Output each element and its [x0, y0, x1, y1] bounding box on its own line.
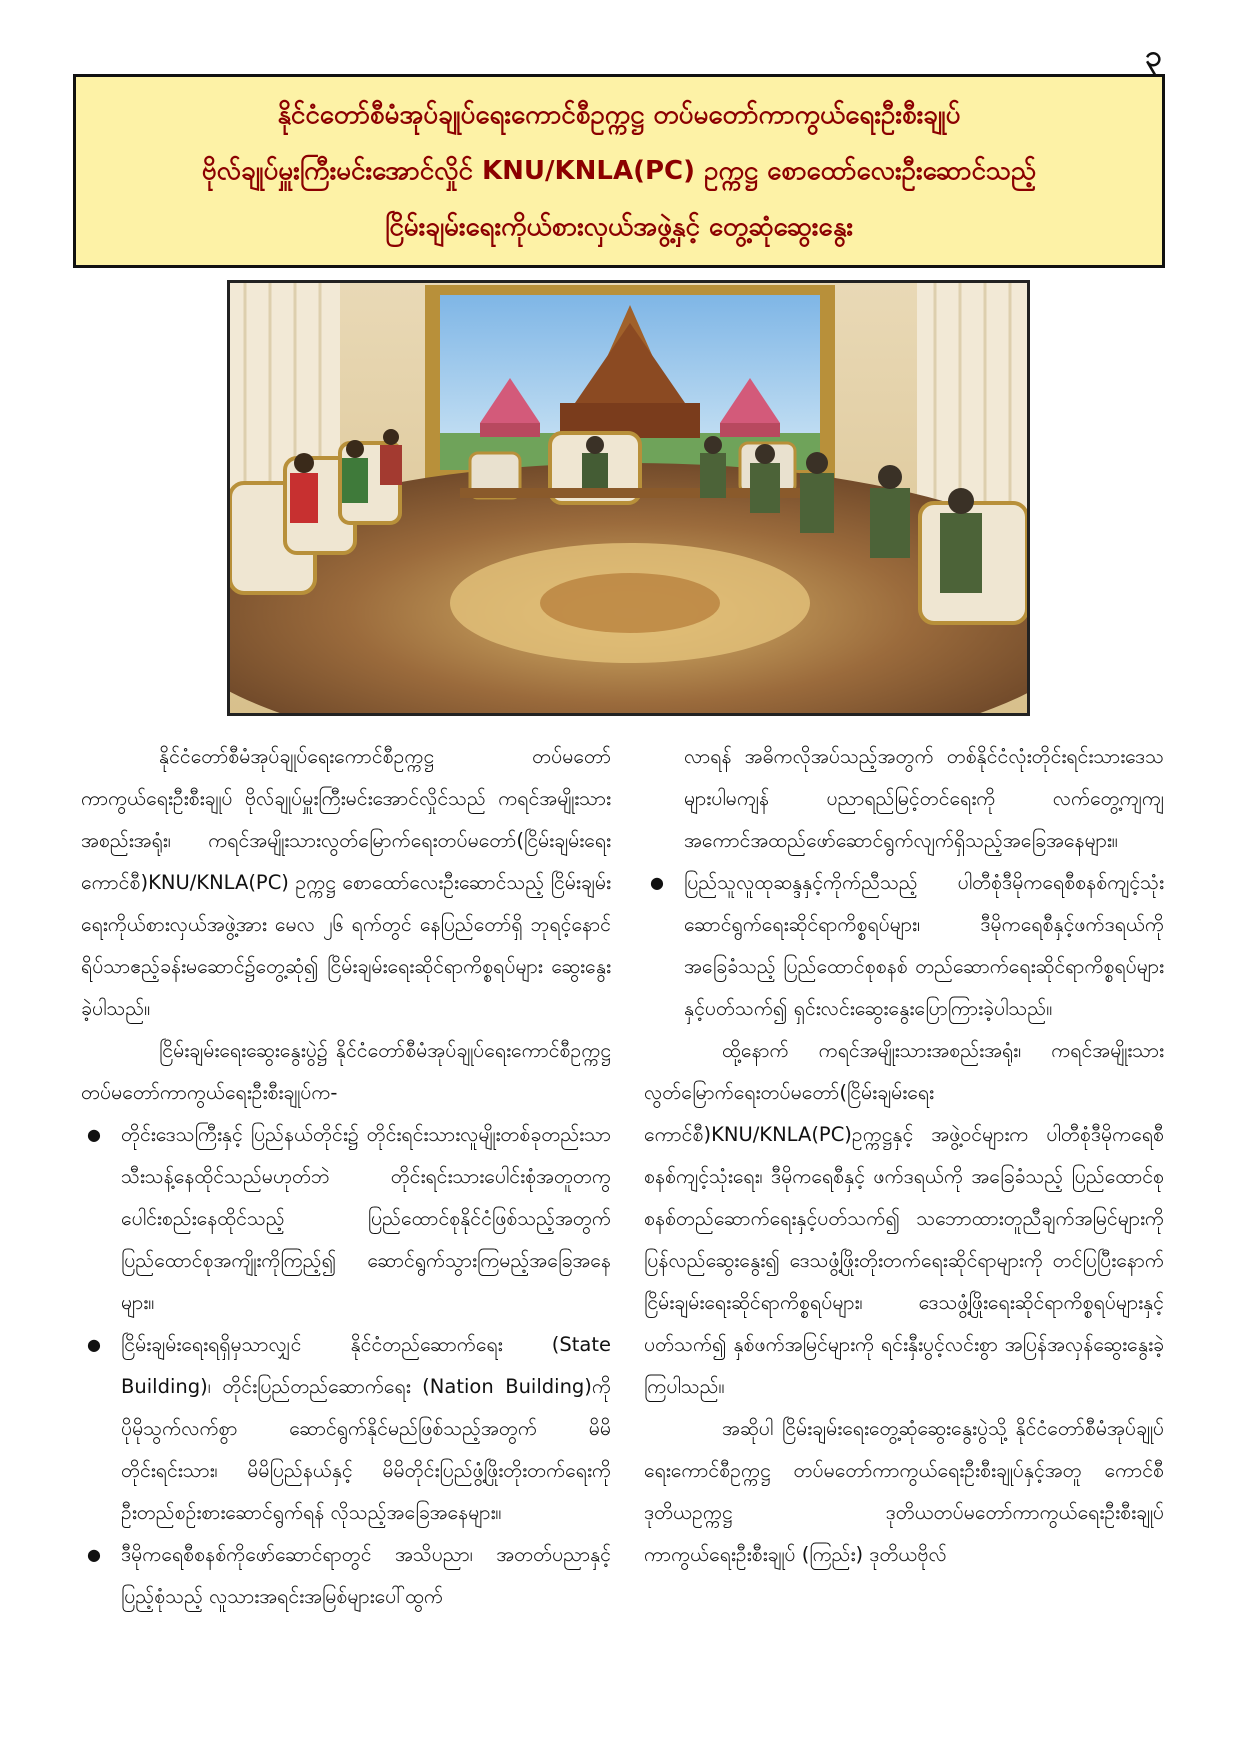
meeting-photo — [227, 280, 1030, 716]
bullet-item: ● ပြည်သူလူထုဆန္ဒနှင့်ကိုက်ညီသည့် ပါတီစုံဒီမိုကရေစီစနစ်ကျင့်သုံးဆောင်ရွက်ရေးဆိုင်ရာကိစ္စရပ်များ၊ ဒီမိုကရေစီနှင့်ဖက်ဒရယ်ကို အခြေခံသည့် ပြည်ထောင်စုစနစ် တည်ဆောက်ရေးဆိုင်ရာကိစ္စရပ်များနှင့်ပတ်သက်၍ ရှင်းလင်းဆွေးနွေးပြောကြားခဲ့ပါသည်။ — [644, 862, 1164, 1030]
title-line-1: နိုင်ငံတော်စီမံအုပ်ချုပ်ရေးကောင်စီဥက္ကဋ္ဌ တပ်မတော်ကာကွယ်ရေးဦးစီးချုပ် — [277, 100, 961, 130]
right-column — [644, 736, 1164, 1576]
bullet-continuation: လာရန် အဓိကလိုအပ်သည့်အတွက် တစ်နိုင်ငံလုံးတိုင်းရင်းသားဒေသများပါမကျန် ပညာရည်မြင့်တင်ရေးကို လက်တွေ့ကျကျ အကောင်အထည်ဖော်ဆောင်ရွက်လျက်ရှိသည့်အခြေအနေများ။ — [684, 745, 1164, 852]
title-line-3: ငြိမ်းချမ်းရေးကိုယ်စားလှယ်အဖွဲ့နှင့် တွေ့ဆုံဆွေးနွေး — [385, 212, 853, 242]
paragraph-3: ထို့နောက် ကရင်အမျိုးသားအစည်းအရုံး၊ ကရင်အမျိုးသားလွတ်မြောက်ရေးတပ်မတော်(ငြိမ်းချမ်းရေးကောင်စီ)KNU/KNLA(PC)ဥက္ကဋ္ဌနှင့် အဖွဲ့ဝင်များက ပါတီစုံဒီမိုကရေစီစနစ်ကျင့်သုံးရေး၊ ဒီမိုကရေစီနှင့် ဖက်ဒရယ်ကို အခြေခံသည့် ပြည်ထောင်စုစနစ်တည်ဆောက်ရေးနှင့်ပတ်သက်၍ သဘောထားတူညီချက်အမြင်များကို ပြန်လည်ဆွေးနွေး၍ ဒေသဖွံ့ဖြိုးတိုးတက်ရေးဆိုင်ရာများကို တင်ပြပြီးနောက် ငြိမ်းချမ်းရေးဆိုင်ရာကိစ္စရပ်များ၊ ဒေသဖွံ့ဖြိုးရေးဆိုင်ရာကိစ္စရပ်များနှင့်ပတ်သက်၍ နှစ်ဖက်အမြင်များကို ရင်းနှီးပွင့်လင်းစွာ အပြန်အလှန်ဆွေးနွေးခဲ့ကြပါသည်။ — [644, 1039, 1164, 1398]
title-line-2: ဗိုလ်ချုပ်မှူးကြီးမင်းအောင်လှိုင် KNU/KNLA(PC) ဥက္ကဋ္ဌ စောထော်လေးဦးဆောင်သည့် — [201, 156, 1037, 186]
bullet-list-right — [644, 862, 1164, 1030]
left-column — [81, 736, 611, 1618]
bullet-list-left — [81, 1114, 611, 1618]
paragraph-4: အဆိုပါ ငြိမ်းချမ်းရေးတွေ့ဆုံဆွေးနွေးပွဲသို့ နိုင်ငံတော်စီမံအုပ်ချုပ်ရေးကောင်စီဥက္ကဋ္ဌ တပ်မတော်ကာကွယ်ရေးဦးစီးချုပ်နှင့်အတူ ကောင်စီဒုတိယဥက္ကဋ္ဌ ဒုတိယတပ်မတော်ကာကွယ်ရေးဦးစီးချုပ် ကာကွယ်ရေးဦးစီးချုပ် (ကြည်း) ဒုတိယဗိုလ် — [644, 1417, 1164, 1566]
title-box — [73, 74, 1165, 268]
bullet-item: ● ငြိမ်းချမ်းရေးရရှိမှသာလျှင် နိုင်ငံတည်ဆောက်ရေး (State Building)၊ တိုင်းပြည်တည်ဆောက်ရေး (Nation Building)ကို ပိုမိုသွက်လက်စွာ ဆောင်ရွက်နိုင်မည်ဖြစ်သည့်အတွက် မိမိတိုင်းရင်းသား၊ မိမိပြည်နယ်နှင့် မိမိတိုင်းပြည်ဖွံ့ဖြိုးတိုးတက်ရေးကို ဦးတည်စဉ်းစားဆောင်ရွက်ရန် လိုသည့်အခြေအနေများ။ — [81, 1324, 611, 1534]
page-number: ၃ — [1145, 39, 1162, 74]
bullet-item: ● တိုင်းဒေသကြီးနှင့် ပြည်နယ်တိုင်း၌ တိုင်းရင်းသားလူမျိုးတစ်ခုတည်းသာ သီးသန့်နေထိုင်သည်မဟုတ်ဘဲ တိုင်းရင်းသားပေါင်းစုံအတူတကွ ပေါင်းစည်းနေထိုင်သည့် ပြည်ထောင်စုနိုင်ငံဖြစ်သည့်အတွက် ပြည်ထောင်စုအကျိုးကိုကြည့်၍ ဆောင်ရွက်သွားကြမည့်အခြေအနေများ။ — [81, 1114, 611, 1324]
bullet-item: ● ဒီမိုကရေစီစနစ်ကိုဖော်ဆောင်ရာတွင် အသိပညာ၊ အတတ်ပညာနှင့် ပြည့်စုံသည့် လူသားအရင်းအမြစ်များပေါ်ထွက် — [81, 1534, 611, 1618]
paragraph-2: ငြိမ်းချမ်းရေးဆွေးနွေးပွဲ၌ နိုင်ငံတော်စီမံအုပ်ချုပ်ရေးကောင်စီဥက္ကဋ္ဌ တပ်မတော်ကာကွယ်ရေးဦးစီးချုပ်က- — [81, 1039, 611, 1104]
paragraph-1: နိုင်ငံတော်စီမံအုပ်ချုပ်ရေးကောင်စီဥက္ကဋ္ဌ တပ်မတော်ကာကွယ်ရေးဦးစီးချုပ် ဗိုလ်ချုပ်မှူးကြီးမင်းအောင်လှိုင်သည် ကရင်အမျိုးသားအစည်းအရုံး၊ ကရင်အမျိုးသားလွတ်မြောက်ရေးတပ်မတော်(ငြိမ်းချမ်းရေးကောင်စီ)KNU/KNLA(PC) ဥက္ကဋ္ဌ စောထော်လေးဦးဆောင်သည့် ငြိမ်းချမ်းရေးကိုယ်စားလှယ်အဖွဲ့အား မေလ ၂၆ ရက်တွင် နေပြည်တော်ရှိ ဘုရင့်နောင်ရိပ်သာဧည့်ခန်းမဆောင်၌တွေ့ဆုံ၍ ငြိမ်းချမ်းရေးဆိုင်ရာကိစ္စရပ်များ ဆွေးနွေးခဲ့ပါသည်။ — [81, 745, 611, 1020]
